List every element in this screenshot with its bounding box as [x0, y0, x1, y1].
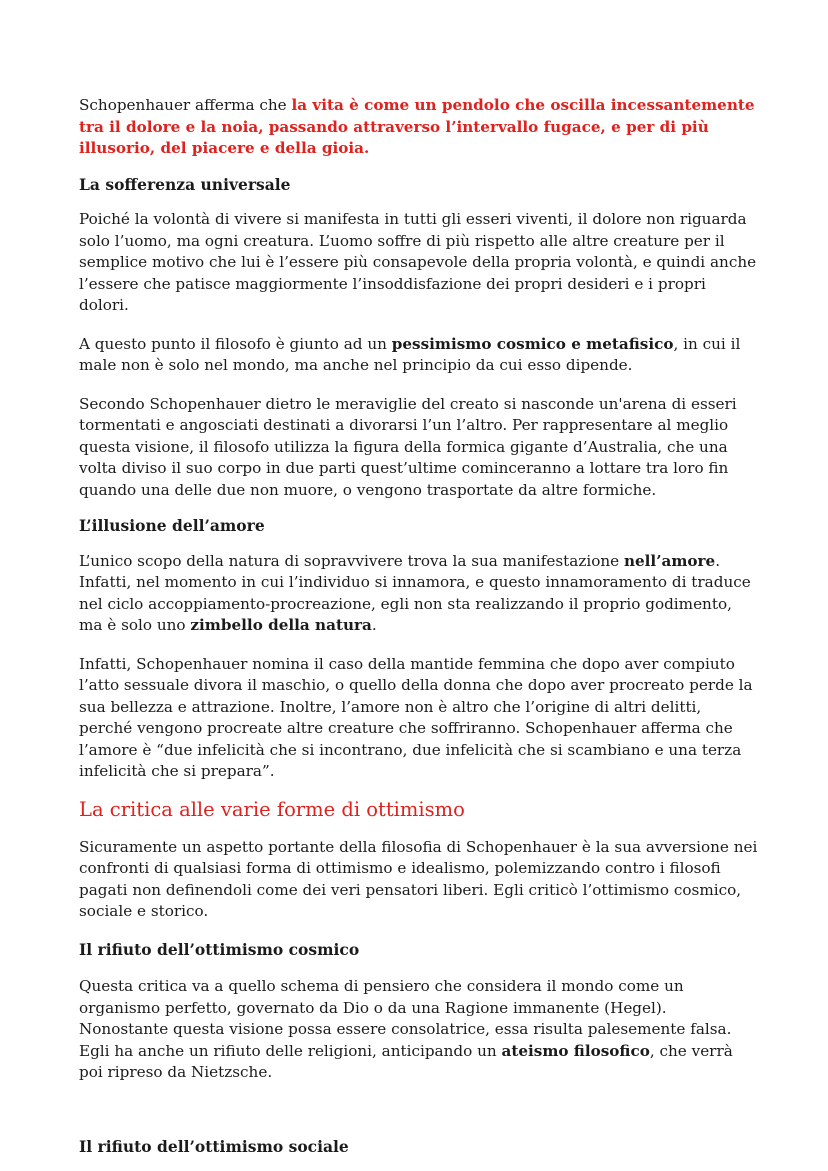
heading-sociale: Il rifiuto dell’ottimismo sociale — [79, 1136, 349, 1156]
bold-pessimismo: pessimismo cosmico e metafisico — [391, 334, 674, 353]
heading-sofferenza: La sofferenza universale — [79, 174, 291, 194]
sofferenza-paragraph-3: Secondo Schopenhauer dietro le meraviglie del creato si nasconde un'arena di esseri tormentati e angosciati destinati a divorarsi l’un l’altro. Per rappresentare al meglio questa visione, il filosofo utilizza la figura della formica gigante d’Australia, che una volta diviso il suo corpo in due parti quest’ultime cominceranno a lottare tra loro fin quando una delle due non muore, o vengono trasportate da altre formiche. — [79, 394, 737, 499]
intro-text: Schopenhauer afferma che — [79, 96, 292, 114]
bold-nell-amore: nell’amore — [623, 551, 716, 570]
cosmico-paragraph-1: Questa critica va a quello schema di pensiero che considera il mondo come un organismo perfetto, governato da Dio o da una Ragione immanente (Hegel). Nonostante questa visione possa essere consolatrice, essa risulta palesemente falsa. Egli ha anche un rifiuto delle religioni, anticipando un ateismo filosofico, che verrà poi ripreso da Nietzsche. — [79, 977, 733, 1081]
bold-zimbello: zimbello della natura — [190, 616, 372, 634]
sofferenza-paragraph-1: Poiché la volontà di vivere si manifesta in tutti gli esseri viventi, il dolore non riguarda solo l’uomo, ma ogni creatura. L’uomo soffre di più rispetto alle altre creature per il semplice motivo che lui è l’essere più consapevole della propria volontà, e quindi anche l’essere che patisce maggiormente l’insoddisfazione dei propri desideri e i propri dolori. — [79, 210, 757, 314]
heading-amore: L’illusione dell’amore — [79, 516, 265, 535]
document-body — [79, 95, 759, 1157]
heading-critica: La critica alle varie forme di ottimismo — [79, 797, 465, 821]
sofferenza-paragraph-2: A questo punto il filosofo è giunto ad un pessimismo cosmico e metafisico, in cui il male non è solo nel mondo, ma anche nel principio da cui esso dipende. — [79, 334, 741, 374]
amore-paragraph-1: L’unico scopo della natura di sopravvivere trova la sua manifestazione nell’amore. Infatti, nel momento in cui l’individuo si innamora, e questo innamoramento di traduce nel ciclo accoppiamento-procreazione, egli non sta realizzando il proprio godimento, ma è solo uno zimbello della natura. — [79, 551, 751, 634]
intro-paragraph — [79, 95, 759, 160]
critica-paragraph-1: Sicuramente un aspetto portante della filosofia di Schopenhauer è la sua avversione nei confronti di qualsiasi forma di ottimismo e idealismo, polemizzando contro i filosofi pagati non definendoli come dei veri pensatori liberi. Egli criticò l’ottimismo cosmico, sociale e storico. — [79, 837, 758, 920]
amore-paragraph-2: Infatti, Schopenhauer nomina il caso della mantide femmina che dopo aver compiuto l’atto sessuale divora il maschio, o quello della donna che dopo aver procreato perde la sua bellezza e attrazione. Inoltre, l’amore non è altro che l’origine di altri delitti, perché vengono procreate altre creature che soffriranno. Schopenhauer afferma che l’amore è “due infelicità che si incontrano, due infelicità che si scambiano e una terza infelicità che si prepara”. — [79, 654, 753, 780]
bold-ateismo: ateismo filosofico — [501, 1041, 650, 1060]
heading-cosmico: Il rifiuto dell’ottimismo cosmico — [79, 939, 360, 959]
intro-highlight: la vita è come un pendolo che oscilla incessantemente tra il dolore e la noia, passando attraverso l’intervallo fugace, e per di più illusorio, del piacere e della gioia. — [79, 96, 755, 157]
